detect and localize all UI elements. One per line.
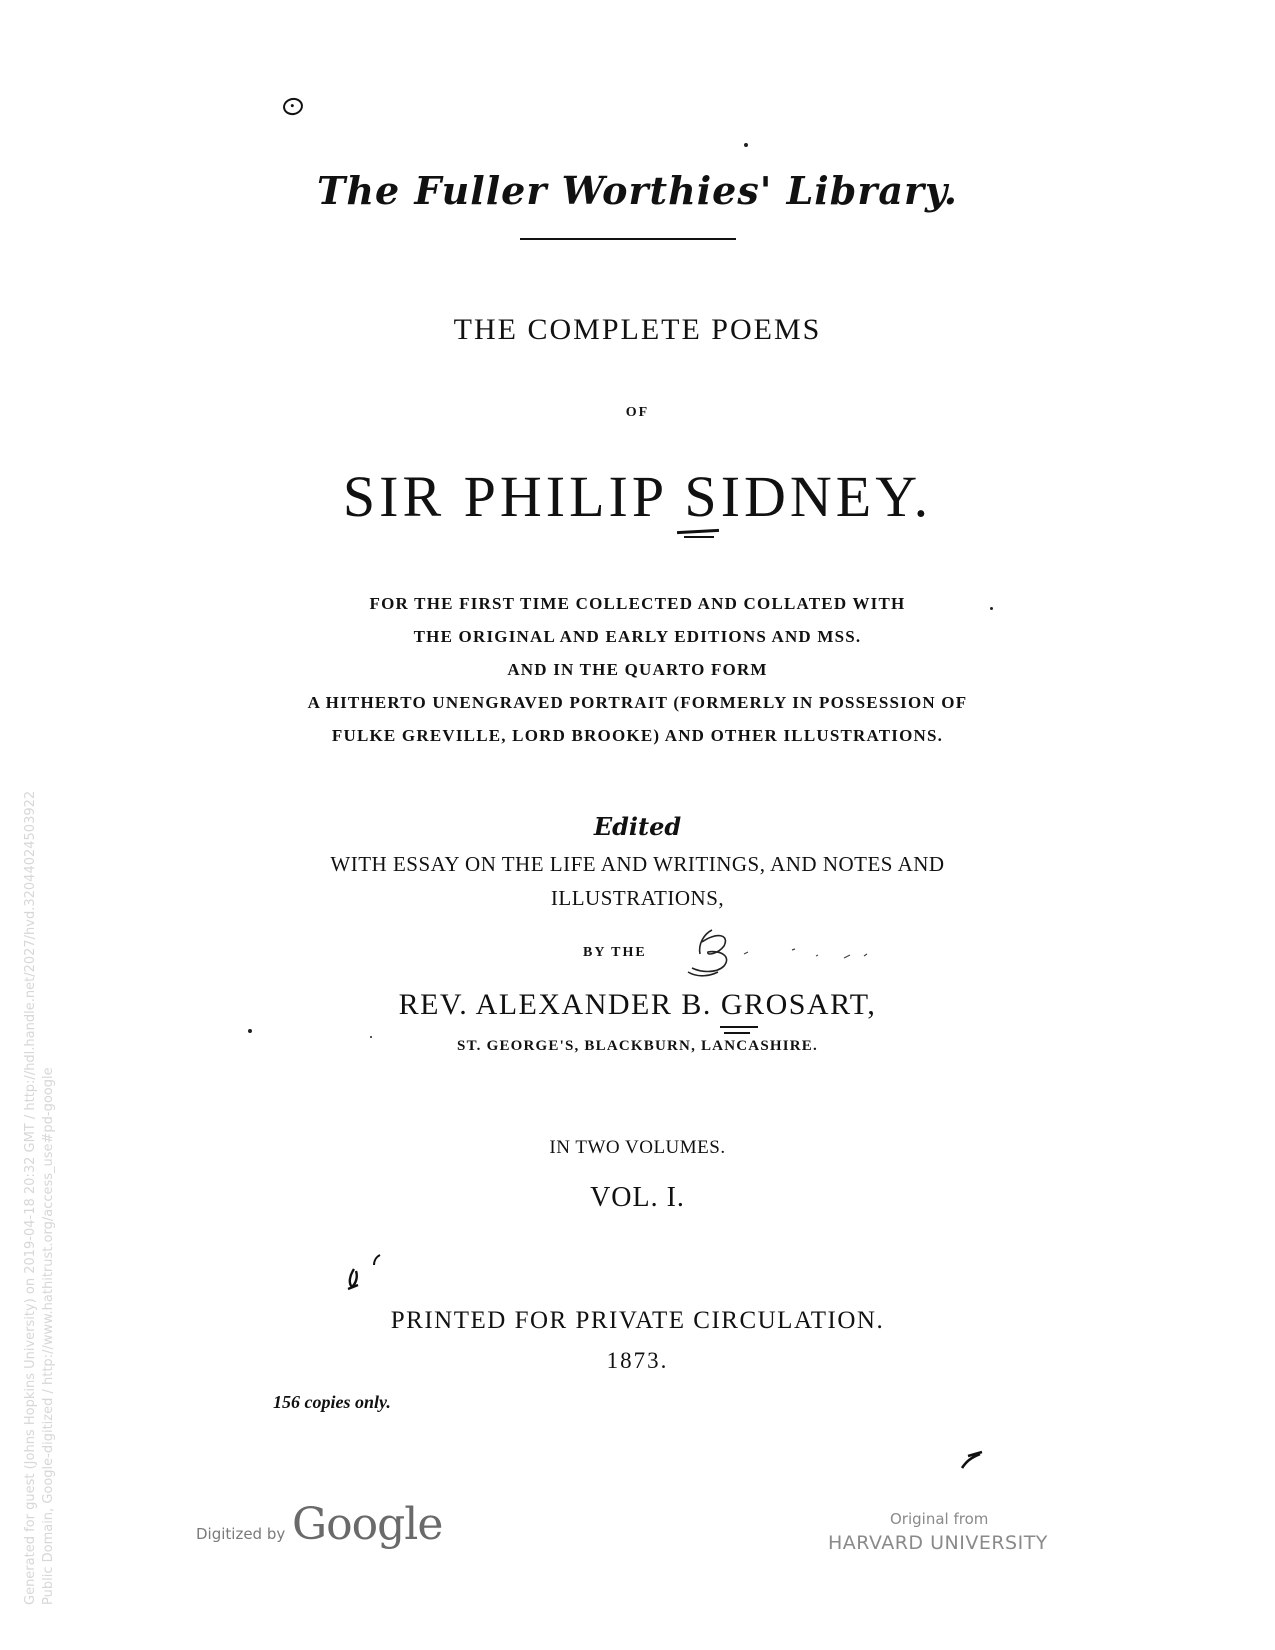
- digitized-by-label: Digitized by: [196, 1525, 286, 1543]
- title-rule: [520, 238, 736, 240]
- edited-label: Edited: [593, 812, 682, 841]
- volumes-label: IN TWO VOLUMES.: [549, 1137, 726, 1158]
- margin-circle-mark: [281, 96, 304, 117]
- description-line: THE ORIGINAL AND EARLY EDITIONS AND MSS.: [413, 627, 862, 646]
- by-the-label: BY THE: [583, 945, 647, 960]
- description-line: AND IN THE QUARTO FORM: [507, 660, 768, 679]
- editor-name: REV. ALEXANDER B. GROSART,: [398, 988, 877, 1021]
- description-line: FOR THE FIRST TIME COLLECTED AND COLLATED WITH: [369, 594, 906, 613]
- institution-name: HARVARD UNIVERSITY: [828, 1532, 1048, 1554]
- watermark-line: Generated for guest (Johns Hopkins University) on 2019-04-18 20:32 GMT / http://hdl.handle.net/2027/hvd.32044024503922: [23, 790, 38, 1605]
- pencil-underline-mark: [720, 1026, 758, 1028]
- pencil-underline-mark: [684, 536, 714, 538]
- main-title: THE COMPLETE POEMS: [453, 313, 822, 346]
- series-title: The Fuller Worthies' Library.: [317, 168, 958, 213]
- handwritten-mark: [684, 922, 894, 982]
- volume-number: VOL. I.: [590, 1182, 685, 1213]
- printed-for-label: PRINTED FOR PRIVATE CIRCULATION.: [390, 1307, 885, 1334]
- description-line: FULKE GREVILLE, LORD BROOKE) AND OTHER ILLUSTRATIONS.: [331, 726, 944, 745]
- essay-line: ILLUSTRATIONS,: [550, 886, 725, 910]
- of-label: OF: [625, 405, 650, 420]
- editor-affiliation: ST. GEORGE'S, BLACKBURN, LANCASHIRE.: [457, 1038, 818, 1054]
- watermark-line: Public Domain, Google-digitized / http://www.hathitrust.org/access_use#pd-google: [41, 1067, 56, 1605]
- author-name: SIR PHILIP SIDNEY.: [342, 464, 933, 529]
- pencil-underline-mark: [724, 1032, 750, 1034]
- original-from-label: Original from: [890, 1510, 989, 1528]
- google-logo: Google: [292, 1499, 443, 1550]
- handwritten-mark: [958, 1448, 988, 1472]
- ink-speck: [744, 143, 748, 147]
- ink-speck: [248, 1029, 252, 1033]
- handwritten-mark: [340, 1245, 400, 1295]
- description-line: A HITHERTO UNENGRAVED PORTRAIT (FORMERLY IN POSSESSION OF: [307, 693, 968, 712]
- publication-year: 1873.: [606, 1348, 669, 1373]
- access-watermark: [22, 791, 58, 1605]
- essay-line: WITH ESSAY ON THE LIFE AND WRITINGS, AND NOTES AND: [330, 852, 945, 876]
- copies-note: 156 copies only.: [273, 1392, 391, 1412]
